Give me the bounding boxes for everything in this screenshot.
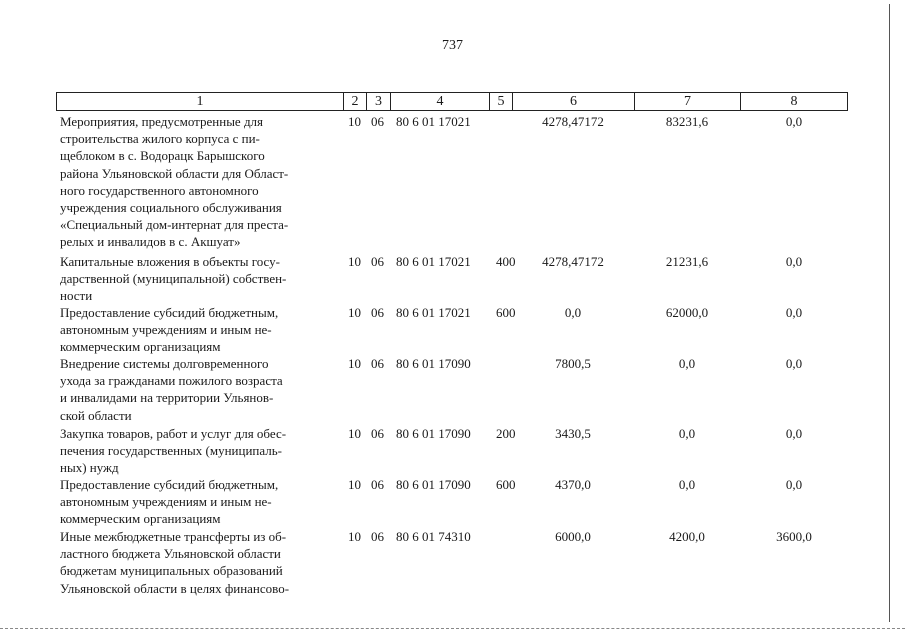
row-2-description [60,253,336,305]
row-5-target-code: 80 6 01 17090 [396,426,471,441]
row-1-amount-7: 83231,6 [665,114,709,129]
row-2-expense-type: 400 [496,254,516,269]
row-1-line-1: Мероприятия, предусмотренные для [60,114,264,129]
row-6-subsection: 06 [371,477,384,492]
row-4-amount-7: 0,0 [678,356,696,371]
row-5-description [60,425,336,477]
row-4-description [60,355,336,424]
row-1-line-8: релых и инвалидов в с. Акшуат» [60,234,241,250]
row-6-target-code: 80 6 01 17090 [396,477,471,492]
row-4-amount-8: 0,0 [785,356,803,371]
row-3-description [60,304,336,356]
row-7-amount-8: 3600,0 [776,529,812,544]
row-1-line-5: ного государственного автономного [60,182,259,198]
header-col-7: 7 [634,92,741,111]
row-6-section: 10 [348,477,361,492]
header-col-1: 1 [56,92,344,111]
row-7-subsection: 06 [371,529,384,544]
row-3-section: 10 [348,305,361,320]
row-2-amount-7: 21231,6 [665,254,709,269]
row-3-expense-type: 600 [496,305,516,320]
row-2-target-code: 80 6 01 17021 [396,254,471,269]
row-7-amount-7: 4200,0 [669,529,705,544]
row-2-section: 10 [348,254,361,269]
row-3-line-3: коммерческим организациям [60,339,221,355]
row-4-line-3: и инвалидами на территории Ульянов- [60,390,274,406]
row-6-line-2: автономным учреждениям и иным не- [60,494,272,510]
row-7-line-2: ластного бюджета Ульяновской области [60,546,281,562]
row-1-description [60,113,336,251]
row-3-line-1: Предоставление субсидий бюджетным, [60,305,279,320]
row-4-line-2: ухода за гражданами пожилого возраста [60,373,283,389]
row-5-expense-type: 200 [496,426,516,441]
row-4-target-code: 80 6 01 17090 [396,356,471,371]
row-7-line-1: Иные межбюджетные трансферты из об- [60,529,287,544]
row-3-amount-7: 62000,0 [665,305,709,320]
row-1-amount-6: 4278,47172 [542,114,604,129]
row-5-section: 10 [348,426,361,441]
row-4-subsection: 06 [371,356,384,371]
row-6-amount-8: 0,0 [785,477,803,492]
row-4-section: 10 [348,356,361,371]
row-3-amount-6: 0,0 [564,305,582,320]
row-2-line-3: ности [60,288,93,304]
row-3-target-code: 80 6 01 17021 [396,305,471,320]
row-6-description [60,476,336,528]
row-6-line-1: Предоставление субсидий бюджетным, [60,477,279,492]
row-7-description [60,528,336,597]
row-1-line-3: щеблоком в с. Водорацк Барышского [60,148,265,164]
row-1-subsection: 06 [371,114,384,129]
row-1-line-7: «Специальный дом-интернат для преста- [60,217,289,233]
row-4-line-4: ской области [60,407,132,423]
row-5-amount-6: 3430,5 [555,426,591,441]
row-1-section: 10 [348,114,361,129]
row-3-line-2: автономным учреждениям и иным не- [60,322,272,338]
page-number: 737 [442,38,463,53]
row-3-amount-8: 0,0 [785,305,803,320]
header-col-6: 6 [512,92,635,111]
row-2-amount-6: 4278,47172 [542,254,604,269]
row-6-amount-7: 0,0 [678,477,696,492]
row-5-line-2: печения государственных (муниципаль- [60,443,283,459]
row-7-section: 10 [348,529,361,544]
row-1-line-2: строительства жилого корпуса с пи- [60,131,260,147]
row-5-amount-7: 0,0 [678,426,696,441]
row-6-expense-type: 600 [496,477,516,492]
row-5-line-1: Закупка товаров, работ и услуг для обес- [60,426,287,441]
row-7-target-code: 80 6 01 74310 [396,529,471,544]
row-4-amount-6: 7800,5 [555,356,591,371]
row-1-amount-8: 0,0 [785,114,803,129]
row-2-subsection: 06 [371,254,384,269]
row-1-line-6: учреждения социального обслуживания [60,200,282,216]
row-2-line-2: дарственной (муниципальной) собствен- [60,271,287,287]
row-2-amount-8: 0,0 [785,254,803,269]
header-col-2: 2 [343,92,367,111]
row-6-amount-6: 4370,0 [555,477,591,492]
row-1-line-4: района Ульяновской области для Област- [60,165,289,181]
row-5-line-3: ных) нужд [60,460,119,476]
row-3-subsection: 06 [371,305,384,320]
page-edge-bottom [0,628,905,629]
row-7-amount-6: 6000,0 [555,529,591,544]
header-col-4: 4 [390,92,490,111]
page-edge-right [889,4,890,622]
row-5-amount-8: 0,0 [785,426,803,441]
row-7-line-4: Ульяновской области в целях финансово- [60,580,290,596]
row-5-subsection: 06 [371,426,384,441]
header-col-5: 5 [489,92,513,111]
row-6-line-3: коммерческим организациям [60,511,221,527]
header-col-3: 3 [366,92,391,111]
row-4-line-1: Внедрение системы долговременного [60,356,269,371]
row-2-line-1: Капитальные вложения в объекты госу- [60,254,280,269]
header-col-8: 8 [740,92,848,111]
row-7-line-3: бюджетам муниципальных образований [60,563,283,579]
row-1-target-code: 80 6 01 17021 [396,114,471,129]
